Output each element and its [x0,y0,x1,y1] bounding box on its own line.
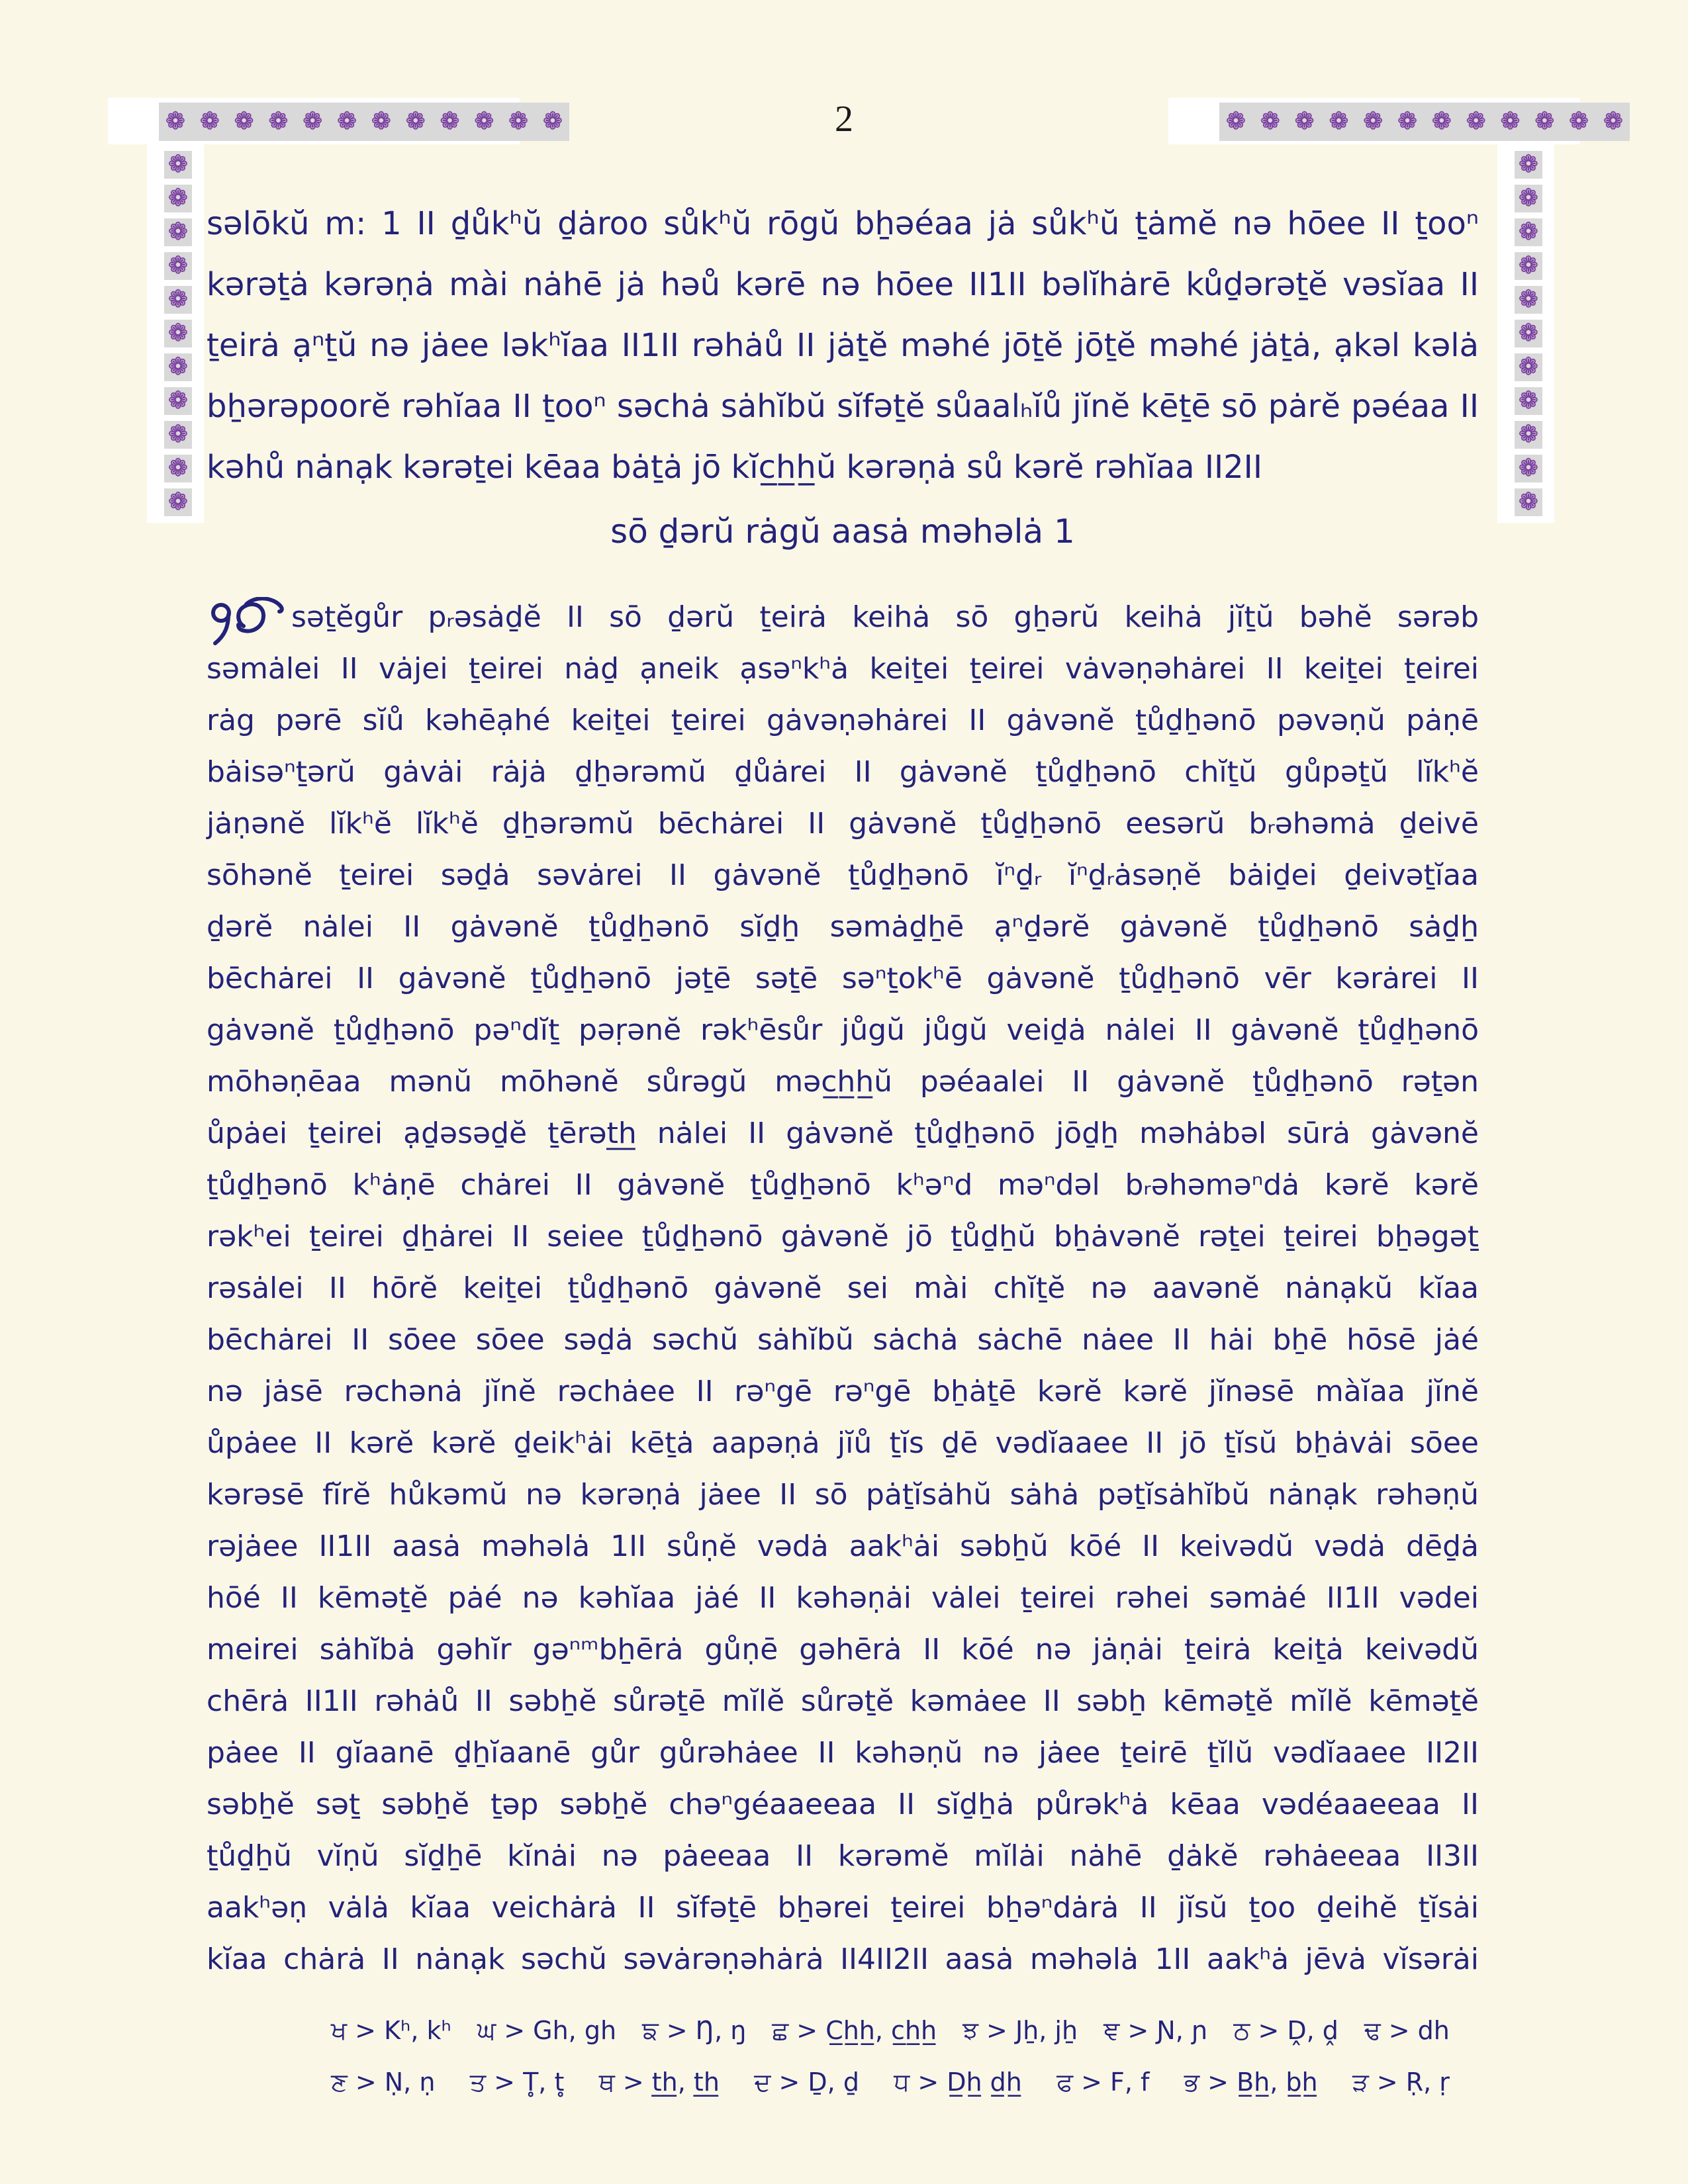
flower-icon: ❁ [474,108,494,135]
legend-item: ਞ > Ɲ, ɲ [1103,2016,1208,2045]
paragraph-salok [207,193,1479,498]
text-line: ṯeirȧ ạⁿṯŭ nə jȧee ləkʰĭaa II1II rəhȧů II jȧṯĕ məhé jōṯĕ jōṯĕ məhé jȧṯȧ, ạkəl kəlȧ [207,327,1479,364]
text-line: kəhů nȧnạk kərəṯei kēaa bȧṯȧ jō kĭc̲h̲h̲ŭ kərəṇȧ sů kərĕ rəhĭaa II2II [207,449,1262,486]
text-line: sōhənĕ ṯeirei səḏȧ səvȧrei II gȧvənĕ ṯůḏẖənō ĭⁿḏᵣ ĭⁿḏᵣȧsəṇĕ bȧiḏei ḏeivəṯĭaa [207,858,1479,892]
text-line: bȧisəⁿṯərŭ gȧvȧi rȧjȧ ḏẖərəmŭ ḏůȧrei II gȧvənĕ ṯůḏẖənō chĭṯŭ gůpəṯŭ lĭkʰĕ [207,755,1479,789]
text-line: meirei sȧhĭbȧ gəhĭr gəⁿᵐbẖērȧ gůṇē gəhērȧ II kōé nə jȧṇȧi ṯeirȧ keiṯȧ keivədŭ [207,1633,1479,1666]
flower-icon: ❁ [1515,353,1542,381]
legend-item: ਤ > T̥, t̥ [469,2068,565,2097]
text-line: ṯůḏẖənō kʰȧṇē chȧrei II gȧvənĕ ṯůḏẖənō kʰəⁿd məⁿdəl bᵣəhəməⁿdȧ kərĕ kərĕ [207,1168,1479,1202]
flower-icon: ❁ [164,218,192,246]
flower-icon: ❁ [1329,108,1349,135]
flower-icon: ❁ [1500,108,1521,135]
section-heading: sō ḏərŭ rȧgŭ aasȧ məhəlȧ 1 [610,512,1075,551]
flower-icon: ❁ [1515,185,1542,212]
legend-item: ਢ > dh [1364,2016,1450,2045]
flower-icon: ❁ [1515,151,1542,179]
text-line: rəkʰei ṯeirei ḏẖȧrei II seiee ṯůḏẖənō gȧvənĕ jō ṯůḏẖŭ bẖȧvənĕ rəṯei ṯeirei bẖəgəṯ [207,1220,1479,1253]
flower-icon: ❁ [336,108,357,135]
flower-icon: ❁ [1569,108,1589,135]
flower-icon: ❁ [1466,108,1486,135]
flower-icon: ❁ [371,108,391,135]
text-line: aakʰəṇ vȧlȧ kĭaa veichȧrȧ II sĭfəṯē bẖərei ṯeirei bẖəⁿdȧrȧ II jĭsŭ ṯoo ḏeihĕ ṯĭsȧi [207,1891,1479,1925]
page-number: 2 [835,99,853,140]
legend-item: ਛ > C̲h̲h̲, c̲h̲h̲ [772,2016,937,2045]
text-line: ḏərĕ nȧlei II gȧvənĕ ṯůḏẖənō sĭḏẖ səmȧḏẖē ạⁿḏərĕ gȧvənĕ ṯůḏẖənō sȧḏẖ [207,910,1479,944]
flower-icon: ❁ [165,108,186,135]
legend-item: ਖ > Kʰ, kʰ [331,2016,451,2045]
flower-icon: ❁ [164,421,192,449]
right-ornament-strip [1512,148,1545,524]
flower-icon: ❁ [1397,108,1418,135]
legend-item: ਙ > Ŋ, ŋ [641,2016,747,2045]
legend-item: ਦ > Ḏ, ḏ [754,2068,859,2097]
flower-icon: ❁ [1515,286,1542,314]
flower-icon: ❁ [164,185,192,212]
text-line: rəsȧlei II hōrĕ keiṯei ṯůḏẖənō gȧvənĕ sei mài chĭṯĕ nə aavənĕ nȧnạkŭ kĭaa [207,1271,1479,1305]
flower-icon: ❁ [1260,108,1280,135]
legend-item: ਧ > D̲h̲ d̲h̲ [894,2068,1022,2097]
flower-icon: ❁ [1515,455,1542,482]
flower-icon: ❁ [234,108,254,135]
flower-icon: ❁ [1225,108,1246,135]
paragraph-so-dar [207,592,1479,1985]
flower-icon: ❁ [1431,108,1452,135]
text-line: səbẖĕ səṯ səbẖĕ ṯəp səbẖĕ chəⁿgéaaeeaa II sĭḏẖȧ půrəkʰȧ kēaa vədéaaeeaa II [207,1788,1479,1821]
text-line: jȧṇənĕ lĭkʰĕ lĭkʰĕ ḏẖərəmŭ bēchȧrei II gȧvənĕ ṯůḏẖənō eesərŭ bᵣəhəmȧ ḏeivē [207,807,1479,841]
flower-icon: ❁ [164,353,192,381]
flower-icon: ❁ [440,108,460,135]
flower-icon: ❁ [268,108,289,135]
legend-item: ਘ > Gh, gh [477,2016,617,2045]
legend-item: ਥ > t̲h̲, t̲h̲ [598,2068,720,2097]
flower-icon: ❁ [1515,488,1542,516]
flower-icon: ❁ [542,108,563,135]
legend-row-1 [331,2016,1450,2046]
flower-icon: ❁ [1515,218,1542,246]
flower-icon: ❁ [405,108,426,135]
text-line: bẖərəpoorĕ rəhĭaa II ṯooⁿ səchȧ sȧhĭbŭ sĭfəṯĕ sůaalₕĭů jĭnĕ kēṯē sō pȧrĕ pəéaa II [207,388,1479,425]
text-line: pȧee II gĭaanē ḏẖĭaanē gůr gůrəhȧee II kəhəṇŭ nə jȧee ṯeirē ṯĭlŭ vədĭaaee II2II [207,1736,1479,1770]
text-line: rȧg pərē sĭů kəhēạhé keiṯei ṯeirei gȧvəṇəhȧrei II gȧvənĕ ṯůḏẖənō pəvəṇŭ pȧṇē [207,704,1479,737]
flower-icon: ❁ [1515,421,1542,449]
text-line: rəjȧee II1II aasȧ məhəlȧ 1II sůṇĕ vədȧ aakʰȧi səbẖŭ kōé II keivədŭ vədȧ dēḏȧ [207,1529,1479,1563]
legend-item: ਭ > B̲h̲, b̲h̲ [1184,2068,1318,2097]
flower-icon: ❁ [164,455,192,482]
flower-icon: ❁ [1534,108,1555,135]
text-line: nə jȧsē rəchənȧ jĭnĕ rəchȧee II rəⁿgē rəⁿgē bẖȧṯē kərĕ kərĕ jĭnəsē màĭaa jĭnĕ [207,1375,1479,1408]
legend-item: ਫ > F, f [1056,2068,1150,2097]
flower-icon: ❁ [508,108,529,135]
flower-icon: ❁ [1363,108,1383,135]
left-ornament-strip [162,148,195,524]
text-line: bēchȧrei II sōee sōee səḏȧ səchŭ sȧhĭbŭ sȧchȧ sȧchē nȧee II hȧi bẖē hōsē jȧé [207,1323,1479,1357]
legend-item: ਠ > Ḓ, ḓ [1233,2016,1338,2045]
flower-icon: ❁ [164,320,192,347]
flower-icon: ❁ [199,108,220,135]
text-line: mōhəṇēaa mənŭ mōhənĕ sůrəgŭ məc̲h̲h̲ŭ pəéaalei II gȧvənĕ ṯůḏẖənō rəṯən [207,1065,1479,1099]
flower-icon: ❁ [164,252,192,280]
legend-row-2 [331,2068,1450,2097]
text-line: bēchȧrei II gȧvənĕ ṯůḏẖənō jəṯē səṯē səⁿṯokʰē gȧvənĕ ṯůḏẖənō vēr kərȧrei II [207,962,1479,995]
flower-icon: ❁ [164,151,192,179]
text-line: ůpȧee II kərĕ kərĕ ḏeikʰȧi kēṯȧ aapəṇȧ jĭů ṯĭs ḏē vədĭaaee II jō ṯĭsŭ bẖȧvȧi sōee [207,1426,1479,1460]
text-line: ůpȧei ṯeirei ạḏəsəḏĕ ṯērət̲h̲ nȧlei II gȧvənĕ ṯůḏẖənō jōḏẖ məhȧbəl sūrȧ gȧvənĕ [207,1116,1479,1150]
legend-item: ੜ > Ṛ, ṛ [1352,2068,1450,2097]
text-line: kĭaa chȧrȧ II nȧnạk səchŭ səvȧrəṇəhȧrȧ II4II2II aasȧ məhəlȧ 1II aakʰȧ jēvȧ vĭsərȧi [207,1942,1479,1976]
flower-icon: ❁ [164,286,192,314]
flower-icon: ❁ [1515,252,1542,280]
text-line: hōé II kēməṯĕ pȧé nə kəhĭaa jȧé II kəhəṇȧi vȧlei ṯeirei rəhei səmȧé II1II vədei [207,1581,1479,1615]
flower-icon: ❁ [1515,387,1542,415]
text-line: ṯůḏẖŭ vĭṇŭ sĭḏẖē kĭnȧi nə pȧeeaa II kərəmĕ mĭlȧi nȧhē ḏȧkĕ rəhȧeeaa II3II [207,1839,1479,1873]
text-line: gȧvənĕ ṯůḏẖənō pəⁿdĭṯ pəṛənĕ rəkʰēsůr jůgŭ jůgŭ veiḏȧ nȧlei II gȧvənĕ ṯůḏẖənō [207,1013,1479,1047]
flower-icon: ❁ [164,387,192,415]
text-line: səṯĕgůr pᵣəsȧḏĕ II sō ḏərŭ ṯeirȧ keihȧ sō gẖərŭ keihȧ jĭṯŭ bəhĕ sərəb [291,600,1479,634]
text-line: kərəṯȧ kərəṇȧ mài nȧhē jȧ həů kərē nə hōee II1II bəlĭhȧrē kůḏərəṯĕ vəsĭaa II [207,266,1479,303]
text-line: səlōkŭ m: 1 II ḏůkʰŭ ḏȧroo sůkʰŭ rōgŭ bẖəéaa jȧ sůkʰŭ ṯȧmĕ nə hōee II ṯooⁿ [207,205,1479,242]
text-line: səmȧlei II vȧjei ṯeirei nȧḏ ạneik ạsəⁿkʰȧ keiṯei ṯeirei vȧvəṇəhȧrei II keiṯei ṯeirei [207,652,1479,686]
flower-icon: ❁ [303,108,323,135]
text-line: kərəsē fĭrĕ hůkəmŭ nə kərəṇȧ jȧee II sō pȧṯĭsȧhŭ sȧhȧ pəṯĭsȧhĭbŭ nȧnạk rəhəṇŭ [207,1478,1479,1512]
flower-icon: ❁ [1294,108,1315,135]
legend-item: ਣ > Ṇ, ṇ [331,2068,436,2097]
flower-icon: ❁ [1515,320,1542,347]
flower-icon: ❁ [164,488,192,516]
legend-item: ਝ > Jẖ, jẖ [962,2016,1078,2045]
text-line: chērȧ II1II rəhȧů II səbẖĕ sůrəṯē mĭlĕ sůrəṯĕ kəmȧee II səbẖ kēməṯĕ mĭlĕ kēməṯĕ [207,1684,1479,1718]
flower-icon: ❁ [1603,108,1624,135]
